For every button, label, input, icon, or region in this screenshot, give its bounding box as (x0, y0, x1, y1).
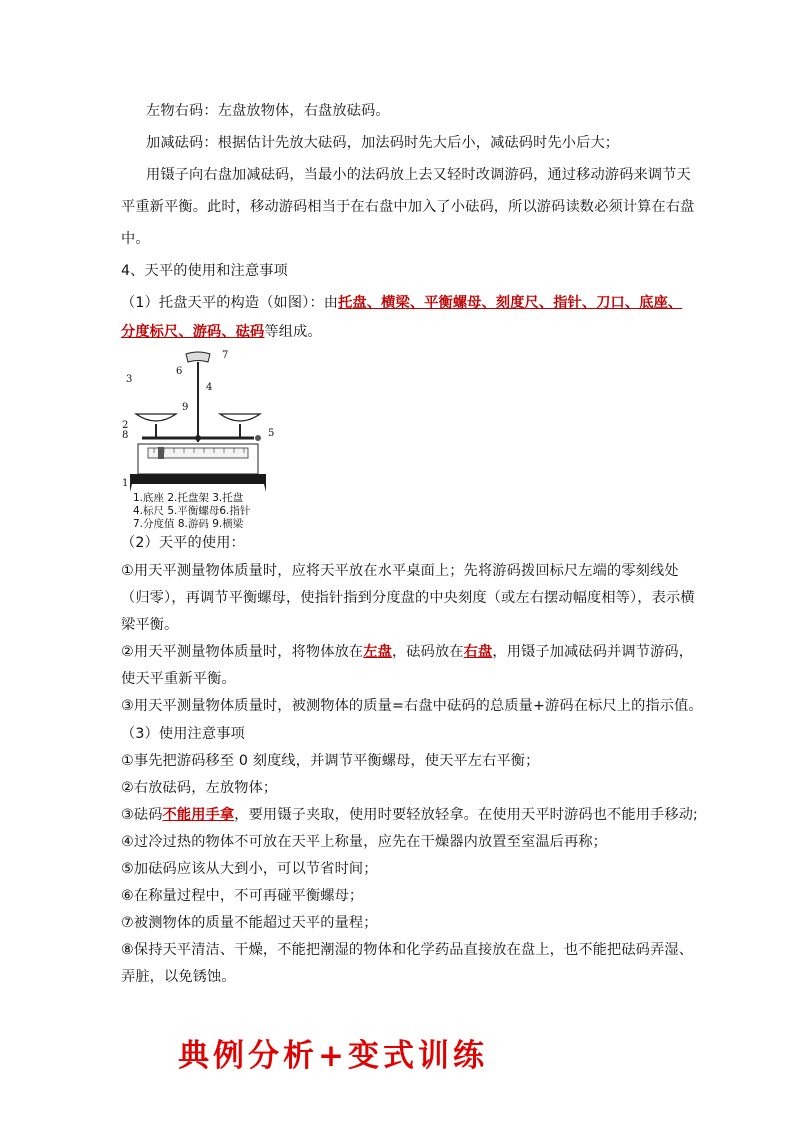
paragraph-tweezers-line-3: 中。 (121, 231, 150, 247)
structure-parts-highlight-2: 分度标尺、游码、砝码 (121, 324, 265, 340)
right-pan (220, 414, 260, 421)
note-4: ④过冷过热的物体不可放在天平上称量，应先在干燥器内放置至室温后再称； (121, 834, 608, 850)
label-6: 6 (176, 366, 183, 377)
note-3-text-a: ③砝码 (121, 807, 163, 823)
right-pan-highlight: 右盘 (463, 644, 493, 660)
figure-legend-3: 7.分度值 8.游码 9.横梁 (133, 518, 244, 530)
label-2: 2 (122, 420, 129, 431)
label-3: 3 (126, 374, 133, 385)
usage-2-text-c: ，用镊子加减砝码并调节游码， (492, 644, 694, 660)
note-2: ②右放砝码，左放物体； (121, 780, 278, 796)
note-1: ①事先把游码移至 0 刻度线，并调节平衡螺母，使天平左右平衡； (121, 753, 540, 769)
usage-2-line-2: 使天平重新平衡。 (121, 671, 236, 687)
usage-title: （2）天平的使用： (121, 535, 245, 551)
note-6: ⑥在称量过程中，不可再碰平衡螺母； (121, 888, 364, 904)
rider-slider (158, 447, 164, 459)
notes-title: （3）使用注意事项 (121, 726, 245, 742)
label-5: 5 (268, 428, 275, 439)
note-5: ⑤加砝码应该从大到小，可以节省时间； (121, 861, 378, 877)
label-8: 8 (122, 430, 129, 441)
note-3-text-b: ，要用镊子夹取，使用时要轻放轻拿。在使用天平时游码也不能用手移动; (234, 807, 698, 823)
balance-nut (255, 435, 261, 441)
left-pan-highlight: 左盘 (363, 644, 392, 660)
figure-legend-1: 1.底座 2.托盘架 3.托盘 (133, 492, 244, 504)
label-9: 9 (182, 402, 189, 413)
paragraph-add-remove-weights: 加减砝码：根据估计先放大砝码，加法码时先大后小，减砝码时先小后大； (146, 135, 620, 151)
note-8-line-1: ⑧保持天平清洁、干燥，不能把潮湿的物体和化学药品直接放在盘上，也不能把砝码弄湿、 (121, 942, 694, 958)
balance-base (130, 474, 266, 492)
usage-1-line-2: （归零），再调节平衡螺母，使指针指到分度盘的中央刻度（或左右摆动幅度相等），表示横 (121, 590, 695, 606)
figure-legend-2: 4.标尺 5.平衡螺母6.指针 (133, 505, 251, 517)
knife-edge (195, 435, 201, 441)
label-1: 1 (122, 478, 129, 489)
usage-2-text-a: ②用天平测量物体质量时，将物体放在 (121, 644, 364, 660)
structure-suffix: 等组成。 (264, 324, 322, 340)
usage-2-text-b: ，砝码放在 (391, 644, 464, 660)
usage-1-line-3: 梁平衡。 (121, 617, 179, 633)
paragraph-tweezers-line-1: 用镊子向右盘加减砝码，当最小的法码放上去又轻时改调游码，通过移动游码来调节天 (146, 167, 691, 183)
structure-parts-highlight-1: 托盘、横梁、平衡螺母、刻度尺、指针、刀口、底座、 (338, 295, 683, 311)
left-pan (136, 414, 176, 421)
usage-1-line-1: ①用天平测量物体质量时，应将天平放在水平桌面上；先将游码拨回标尺左端的零刻线处 (121, 563, 679, 579)
note-7: ⑦被测物体的质量不能超过天平的量程； (121, 915, 378, 931)
structure-line-2 (121, 322, 681, 342)
usage-2-line-1 (121, 642, 694, 662)
label-7: 7 (222, 350, 229, 361)
paragraph-tweezers-line-2: 平重新平衡。此时，移动游码相当于在右盘中加入了小砝码，所以游码读数必须计算在右盘 (121, 199, 695, 215)
note-3 (121, 805, 698, 825)
note-8-line-2: 弄脏，以免锈蚀。 (121, 969, 236, 985)
usage-3: ③用天平测量物体质量时，被测物体的质量=右盘中砝码的总质量+游码在标尺上的指示值。 (121, 698, 703, 714)
dial-plate (186, 352, 210, 362)
structure-prefix: （1）托盘天平的构造（如图）：由 (121, 295, 339, 311)
section-banner: 典例分析+变式训练 (178, 1038, 488, 1074)
section-title: 4、天平的使用和注意事项 (121, 263, 288, 279)
no-hand-highlight: 不能用手拿 (162, 807, 235, 823)
label-4: 4 (206, 382, 213, 393)
paragraph-left-object-right-weight: 左物右码：左盘放物体，右盘放砝码。 (146, 103, 390, 119)
structure-line-1 (121, 293, 681, 313)
